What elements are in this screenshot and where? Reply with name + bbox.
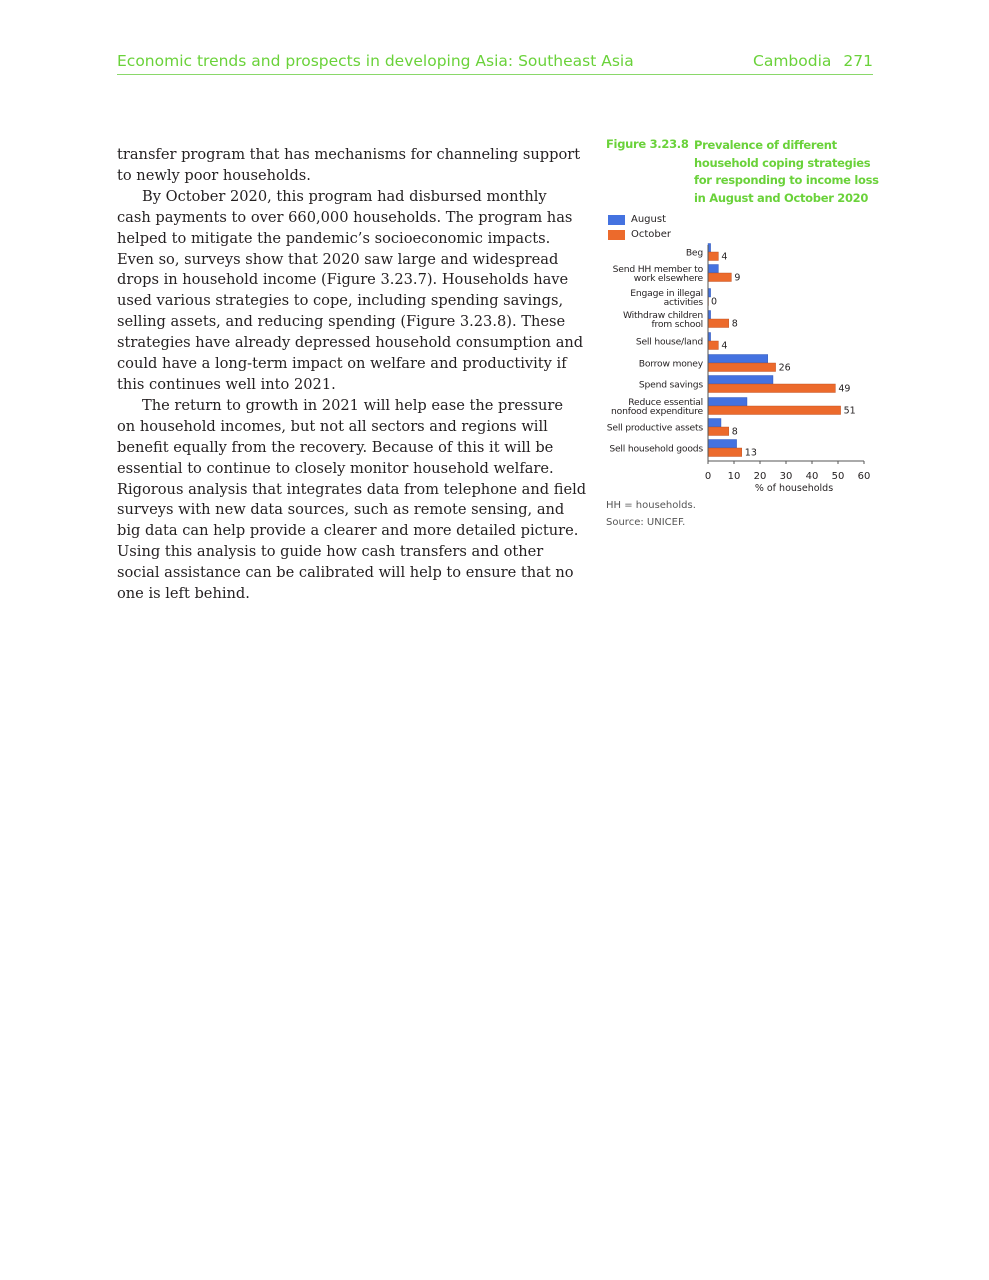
text-line: drops in household income (Figure 3.23.7). Households have <box>117 271 569 289</box>
category-label: Withdraw children <box>623 310 703 321</box>
data-label: 9 <box>734 272 741 284</box>
legend-item-august <box>608 212 671 227</box>
legend-swatch-august <box>608 215 625 225</box>
category-label: activities <box>663 297 703 308</box>
text-line: The return to growth in 2021 will help ease the pressure <box>142 396 563 414</box>
x-tick-label: 40 <box>805 471 819 482</box>
text-line: Rigorous analysis that integrates data from telephone and field <box>117 480 587 498</box>
data-label: 4 <box>721 340 728 352</box>
paragraph-1 <box>117 145 581 187</box>
running-header-country: Cambodia <box>753 52 832 70</box>
category-label: from school <box>651 319 703 330</box>
bar-august <box>708 376 773 385</box>
data-label: 51 <box>843 405 856 417</box>
chart-legend <box>608 212 671 242</box>
bar-october <box>708 341 718 350</box>
category-label: Sell household goods <box>609 443 703 455</box>
figure-title-line: household coping strategies <box>694 155 871 170</box>
figure-source: Source: UNICEF. <box>606 517 686 528</box>
category-label: work elsewhere <box>633 273 703 284</box>
bar-october <box>708 448 742 457</box>
legend-swatch-october <box>608 230 625 240</box>
text-line: essential to continue to closely monitor household welfare. <box>117 459 554 477</box>
category-label: nonfood expenditure <box>611 406 703 417</box>
text-line: one is left behind. <box>117 585 250 603</box>
bar-october <box>708 273 731 282</box>
category-label: Sell house/land <box>635 336 703 348</box>
legend-label-august: August <box>631 214 666 225</box>
bar-october <box>708 252 718 261</box>
x-tick-label: 60 <box>857 471 871 482</box>
text-line: this continues well into 2021. <box>117 375 336 393</box>
figure-number: Figure 3.23.8 <box>606 137 689 151</box>
bar-chart <box>598 240 888 500</box>
body-text <box>117 145 587 605</box>
category-label: Beg <box>685 247 703 259</box>
bar-october <box>708 319 729 328</box>
figure-title-line: Prevalence of different <box>694 138 837 152</box>
bar-august <box>708 265 718 274</box>
text-line: social assistance can be calibrated will help to ensure that no <box>117 564 574 582</box>
text-line: helped to mitigate the pandemic’s socioeconomic impacts. <box>117 229 551 247</box>
running-header-section: Economic trends and prospects in developing Asia: Southeast Asia <box>117 52 634 70</box>
figure-note: HH = households. <box>606 500 696 511</box>
text-line: used various strategies to cope, including spending savings, <box>117 292 564 310</box>
data-label: 26 <box>778 362 791 374</box>
paragraph-3 <box>117 396 587 605</box>
text-line: surveys with new data sources, such as remote sensing, and <box>117 501 565 519</box>
text-line: Using this analysis to guide how cash transfers and other <box>117 543 544 561</box>
text-line: could have a long-term impact on welfare and productivity if <box>117 355 567 373</box>
x-tick-label: 10 <box>727 471 741 482</box>
text-line: Even so, surveys show that 2020 saw large and widespread <box>117 250 559 268</box>
x-tick-label: 0 <box>704 471 712 482</box>
category-label: Borrow money <box>638 358 703 370</box>
bar-october <box>708 427 729 436</box>
category-label: Send HH member to <box>612 264 703 275</box>
text-line: benefit equally from the recovery. Because of this it will be <box>117 438 554 456</box>
category-label: Sell productive assets <box>606 422 703 434</box>
data-label: 49 <box>838 383 851 395</box>
x-tick-label: 20 <box>753 471 767 482</box>
text-line: big data can help provide a clearer and more detailed picture. <box>117 522 579 540</box>
data-label: 8 <box>731 318 738 330</box>
paragraph-2 <box>117 187 584 396</box>
data-label: 13 <box>744 447 757 459</box>
text-line: cash payments to over 660,000 households. The program has <box>117 208 573 226</box>
bar-august <box>708 398 747 407</box>
page-number: 271 <box>843 52 873 70</box>
bar-october <box>708 384 835 393</box>
bar-august <box>708 355 768 364</box>
category-label: Engage in illegal <box>630 288 703 299</box>
text-line: on household incomes, but not all sectors and regions will <box>117 417 548 435</box>
figure-title <box>694 137 884 207</box>
category-label: Reduce essential <box>628 397 703 408</box>
bar-october <box>708 363 776 372</box>
bar-october <box>708 406 841 415</box>
legend-label-october: October <box>631 229 672 240</box>
figure-title-line: for responding to income loss <box>694 173 879 187</box>
x-tick-label: 50 <box>831 471 845 482</box>
data-label: 0 <box>711 296 718 308</box>
figure-title-line: in August and October 2020 <box>694 190 869 205</box>
text-line: strategies have already depressed household consumption and <box>117 334 584 352</box>
text-line: transfer program that has mechanisms for channeling support <box>117 146 581 163</box>
data-label: 8 <box>731 426 738 438</box>
data-label: 4 <box>721 251 728 263</box>
x-tick-label: 30 <box>779 471 793 482</box>
figure-notes <box>606 500 696 534</box>
text-line: to newly poor households. <box>117 166 311 184</box>
text-line: By October 2020, this program had disbursed monthly <box>142 187 547 205</box>
text-line: selling assets, and reducing spending (Figure 3.23.8). These <box>117 313 566 331</box>
header-rule <box>117 74 873 75</box>
bar-august <box>708 440 737 449</box>
category-label: Spend savings <box>638 379 703 391</box>
bar-august <box>708 419 721 428</box>
x-axis-title: % of households <box>754 483 834 494</box>
running-header-right <box>753 52 873 70</box>
